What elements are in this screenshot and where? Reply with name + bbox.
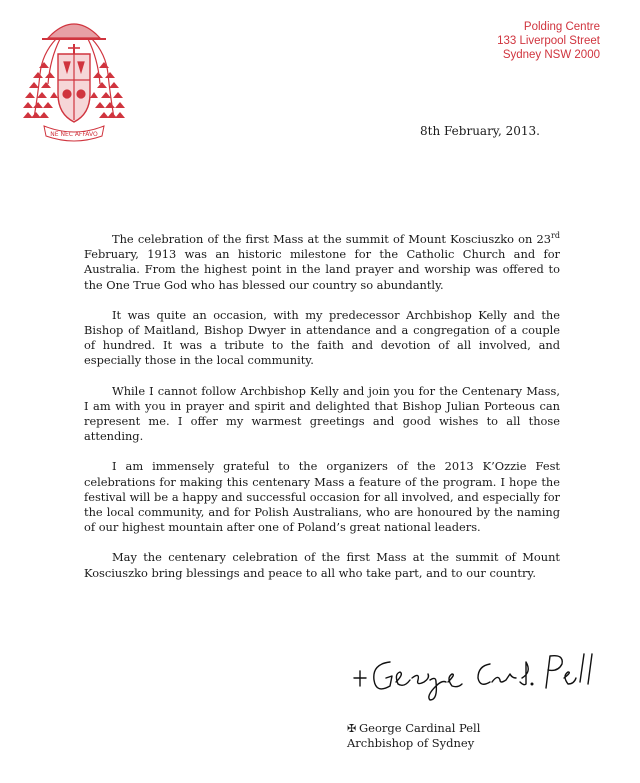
letter-date: 8th February, 2013. [420,124,540,138]
letter-body [84,232,560,581]
body-paragraph: May the centenary celebration of the first Mass at the summit of Mount Kosciuszko bring blessings and peace to all who take part, and to our country. [84,550,560,580]
signatory-name: George Cardinal Pell [359,721,481,735]
address-line: Sydney NSW 2000 [502,49,600,61]
letterhead-address [497,20,600,62]
body-paragraph: I am immensely grateful to the organizers of the 2013 K’Ozzie Fest celebrations for making this centenary Mass a feature of the program. I hope the festival will be a happy and successful occasion for all involved, and especially for the local community, and for Polish Australians, who are honoured by the naming of our highest mountain after one of Poland’s great national leaders. [84,459,560,535]
signatory-title: Archbishop of Sydney [347,736,475,750]
signature-block [347,721,480,751]
body-paragraph: While I cannot follow Archbishop Kelly and join you for the Centenary Mass, I am with you in prayer and spirit and delighted that Bishop Julian Porteous can represent me. I offer my warmest greetings and good wishes to all those attending. [84,383,560,444]
handwritten-signature [350,648,600,704]
crest-motto: NE NEC AFFAVO [50,131,98,138]
address-line: 133 Liverpool Street [497,35,600,47]
address-line: Polding Centre [523,21,600,33]
body-paragraph: The celebration of the first Mass at the summit of Mount Kosciuszko on 23rd February, 1913 was an historic milestone for the Catholic Church and for Australia. From the highest point in the land prayer and worship was offered to the One True God who has blessed our country so abundantly. [84,231,560,292]
body-paragraph: It was quite an occasion, with my predecessor Archbishop Kelly and the Bishop of Maitland, Bishop Dwyer in attendance and a congregation of a couple of hundred. It was a tribute to the faith and devotion of all involved, and especially those in the local community. [84,307,560,368]
ordinal-suffix: rd [551,231,560,241]
cardinal-coat-of-arms-icon [22,14,126,150]
pectoral-cross-icon: ✠ [347,722,357,735]
